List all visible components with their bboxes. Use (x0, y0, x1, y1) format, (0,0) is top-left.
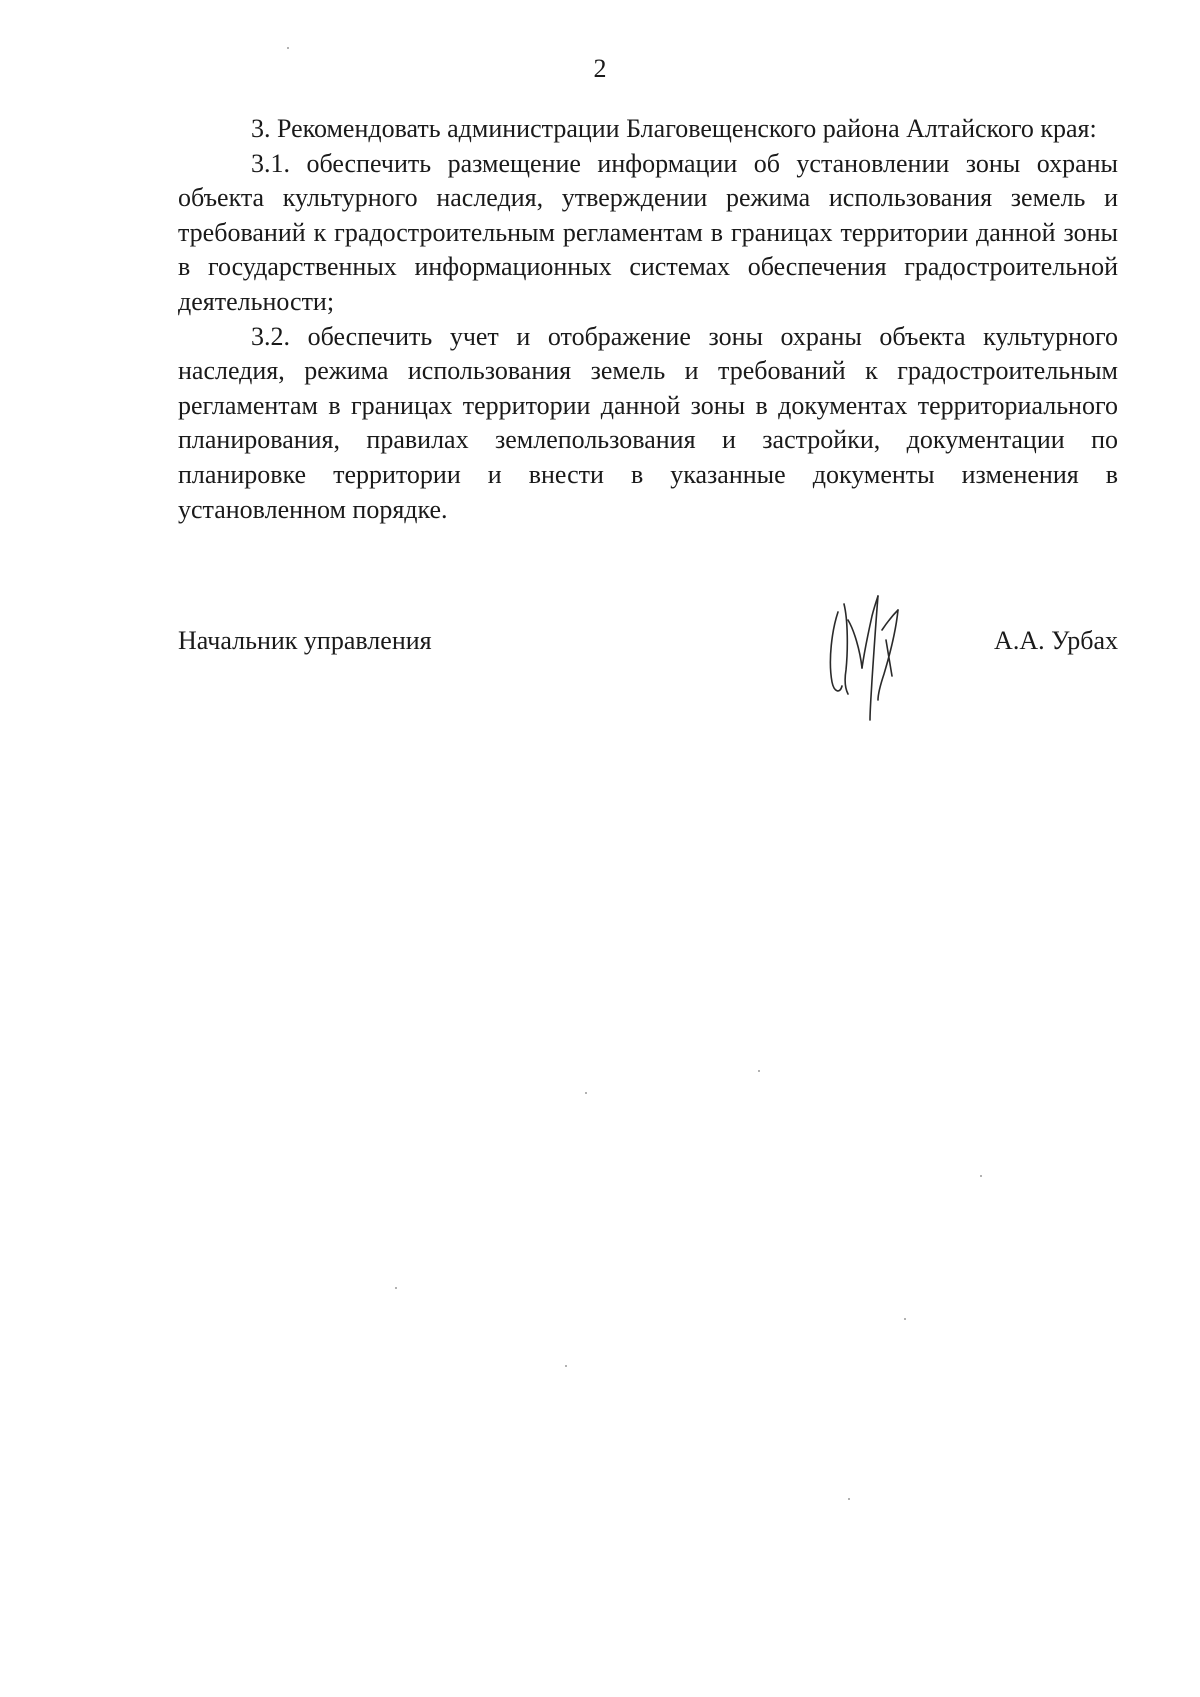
paragraph-3: 3. Рекомендовать администрации Благовещенского района Алтайского края: (251, 114, 1097, 143)
paragraph-3-1: 3.1. обеспечить размещение информации об установлении зоны охраны объекта культурного наследия, утверждении режима использования земель и требований к градостроительным регламентам в границах территории данной зоны в государственных информационных системах обеспечения градостроительной деятельности; (178, 148, 1118, 316)
scan-speck (287, 47, 289, 49)
scan-speck (848, 1498, 850, 1500)
scan-speck (565, 1365, 567, 1367)
signer-position: Начальник управления (178, 626, 432, 655)
scan-speck (980, 1175, 982, 1177)
handwritten-signature (826, 590, 908, 722)
scan-speck (395, 1287, 397, 1289)
signer-name: А.А. Урбах (994, 626, 1118, 655)
page-number: 2 (593, 54, 607, 83)
paragraph-3-2: 3.2. обеспечить учет и отображение зоны охраны объекта культурного наследия, режима использования земель и требований к градостроительным регламентам в границах территории данной зоны в документах территориального планирования, правилах землепользования и застройки, документации по планировке территории и внести в указанные документы изменения в установленном порядке. (178, 321, 1118, 524)
document-body (178, 112, 1118, 527)
signature-block (178, 624, 1118, 664)
scan-speck (758, 1070, 760, 1072)
scan-speck (904, 1318, 906, 1320)
scan-speck (585, 1092, 587, 1094)
